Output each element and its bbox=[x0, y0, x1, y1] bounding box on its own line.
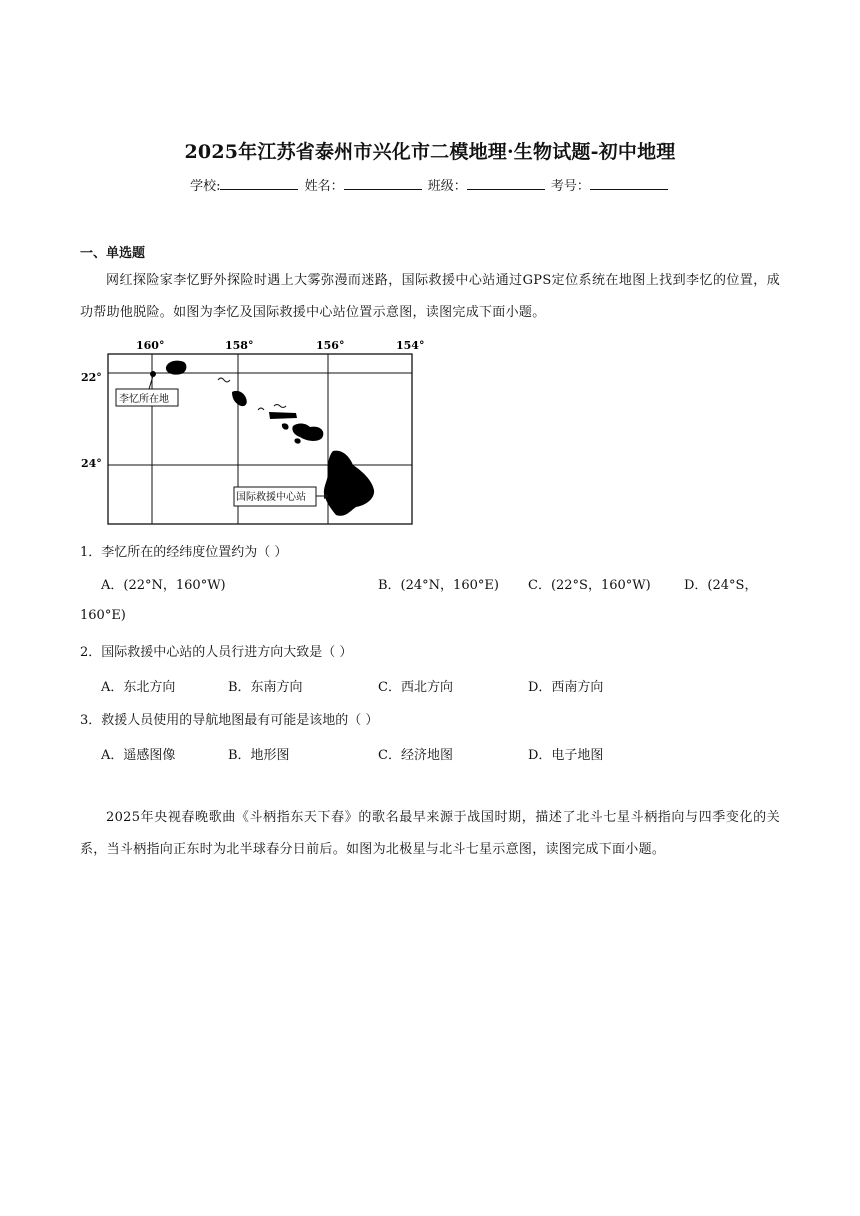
q1-option-d-continued: 160°E) bbox=[80, 608, 126, 623]
exam-number-blank[interactable] bbox=[590, 178, 668, 190]
passage-2: 2025年央视春晚歌曲《斗柄指东天下春》的歌名最早来源于战国时期，描述了北斗七星斗柄指向与四季变化的关系，当斗柄指向正东时为北半球春分日前后。如图为北极星与北斗七星示意图，读图完成下面小题。 bbox=[80, 810, 780, 857]
q2-option-d[interactable]: D．西南方向 bbox=[528, 680, 604, 695]
q1-option-c[interactable]: C．(22°S，160°W) bbox=[528, 578, 651, 593]
island-hawaii bbox=[324, 451, 374, 516]
school-field-label: 学校: bbox=[190, 179, 221, 194]
student-info-line bbox=[0, 175, 860, 194]
q3-option-c[interactable]: C．经济地图 bbox=[378, 748, 453, 763]
name-blank[interactable] bbox=[344, 178, 422, 190]
station-label: 国际救援中心站 bbox=[236, 492, 306, 503]
q3-option-d[interactable]: D．电子地图 bbox=[528, 748, 604, 763]
person-label: 李忆所在地 bbox=[119, 394, 169, 405]
question-3-stem: 3．救援人员使用的导航地图最有可能是该地的（ ） bbox=[80, 713, 379, 728]
island-maui bbox=[292, 423, 323, 441]
island-molokai bbox=[269, 412, 297, 419]
q2-option-b[interactable]: B．东南方向 bbox=[228, 680, 303, 695]
hawaii-location-map bbox=[80, 334, 440, 529]
section-heading: 一、单选题 bbox=[80, 246, 146, 261]
lon-label-154: 154° bbox=[396, 339, 425, 352]
lat-label-22: 22° bbox=[81, 371, 102, 384]
class-field-label: 班级： bbox=[427, 179, 467, 194]
reef-mark-2 bbox=[258, 408, 264, 410]
island-oahu bbox=[232, 391, 247, 406]
reef-mark-1 bbox=[218, 378, 230, 382]
island-kahoolawe bbox=[294, 438, 300, 443]
lon-label-158: 158° bbox=[225, 339, 254, 352]
question-2-stem: 2．国际救援中心站的人员行进方向大致是（ ） bbox=[80, 645, 353, 660]
q1-option-a[interactable]: A．(22°N，160°W) bbox=[101, 578, 226, 593]
exam-number-field-label: 考号： bbox=[550, 179, 590, 194]
q1-option-b[interactable]: B．(24°N，160°E) bbox=[378, 578, 499, 593]
island-kauai bbox=[166, 361, 186, 375]
lon-label-156: 156° bbox=[316, 339, 345, 352]
school-blank[interactable] bbox=[220, 178, 298, 190]
q3-option-a[interactable]: A．遥感图像 bbox=[101, 748, 176, 763]
document-title: 2025年江苏省泰州市兴化市二模地理·生物试题-初中地理 bbox=[184, 141, 676, 163]
reef-mark-3 bbox=[274, 405, 286, 408]
lon-label-160: 160° bbox=[136, 339, 165, 352]
class-blank[interactable] bbox=[467, 178, 545, 190]
q3-option-b[interactable]: B．地形图 bbox=[228, 748, 290, 763]
q2-option-c[interactable]: C．西北方向 bbox=[378, 680, 453, 695]
passage-1: 网红探险家李忆野外探险时遇上大雾弥漫而迷路，国际救援中心站通过GPS定位系统在地图上找到李忆的位置，成功帮助他脱险。如图为李忆及国际救援中心站位置示意图，读图完成下面小题。 bbox=[80, 273, 780, 320]
question-1-stem: 1．李忆所在的经纬度位置约为（ ） bbox=[80, 545, 288, 560]
lat-label-24: 24° bbox=[81, 457, 102, 470]
island-lanai bbox=[282, 423, 289, 429]
q2-option-a[interactable]: A．东北方向 bbox=[101, 680, 176, 695]
name-field-label: 姓名： bbox=[304, 179, 344, 194]
q1-option-d[interactable]: D．(24°S， bbox=[684, 578, 758, 593]
